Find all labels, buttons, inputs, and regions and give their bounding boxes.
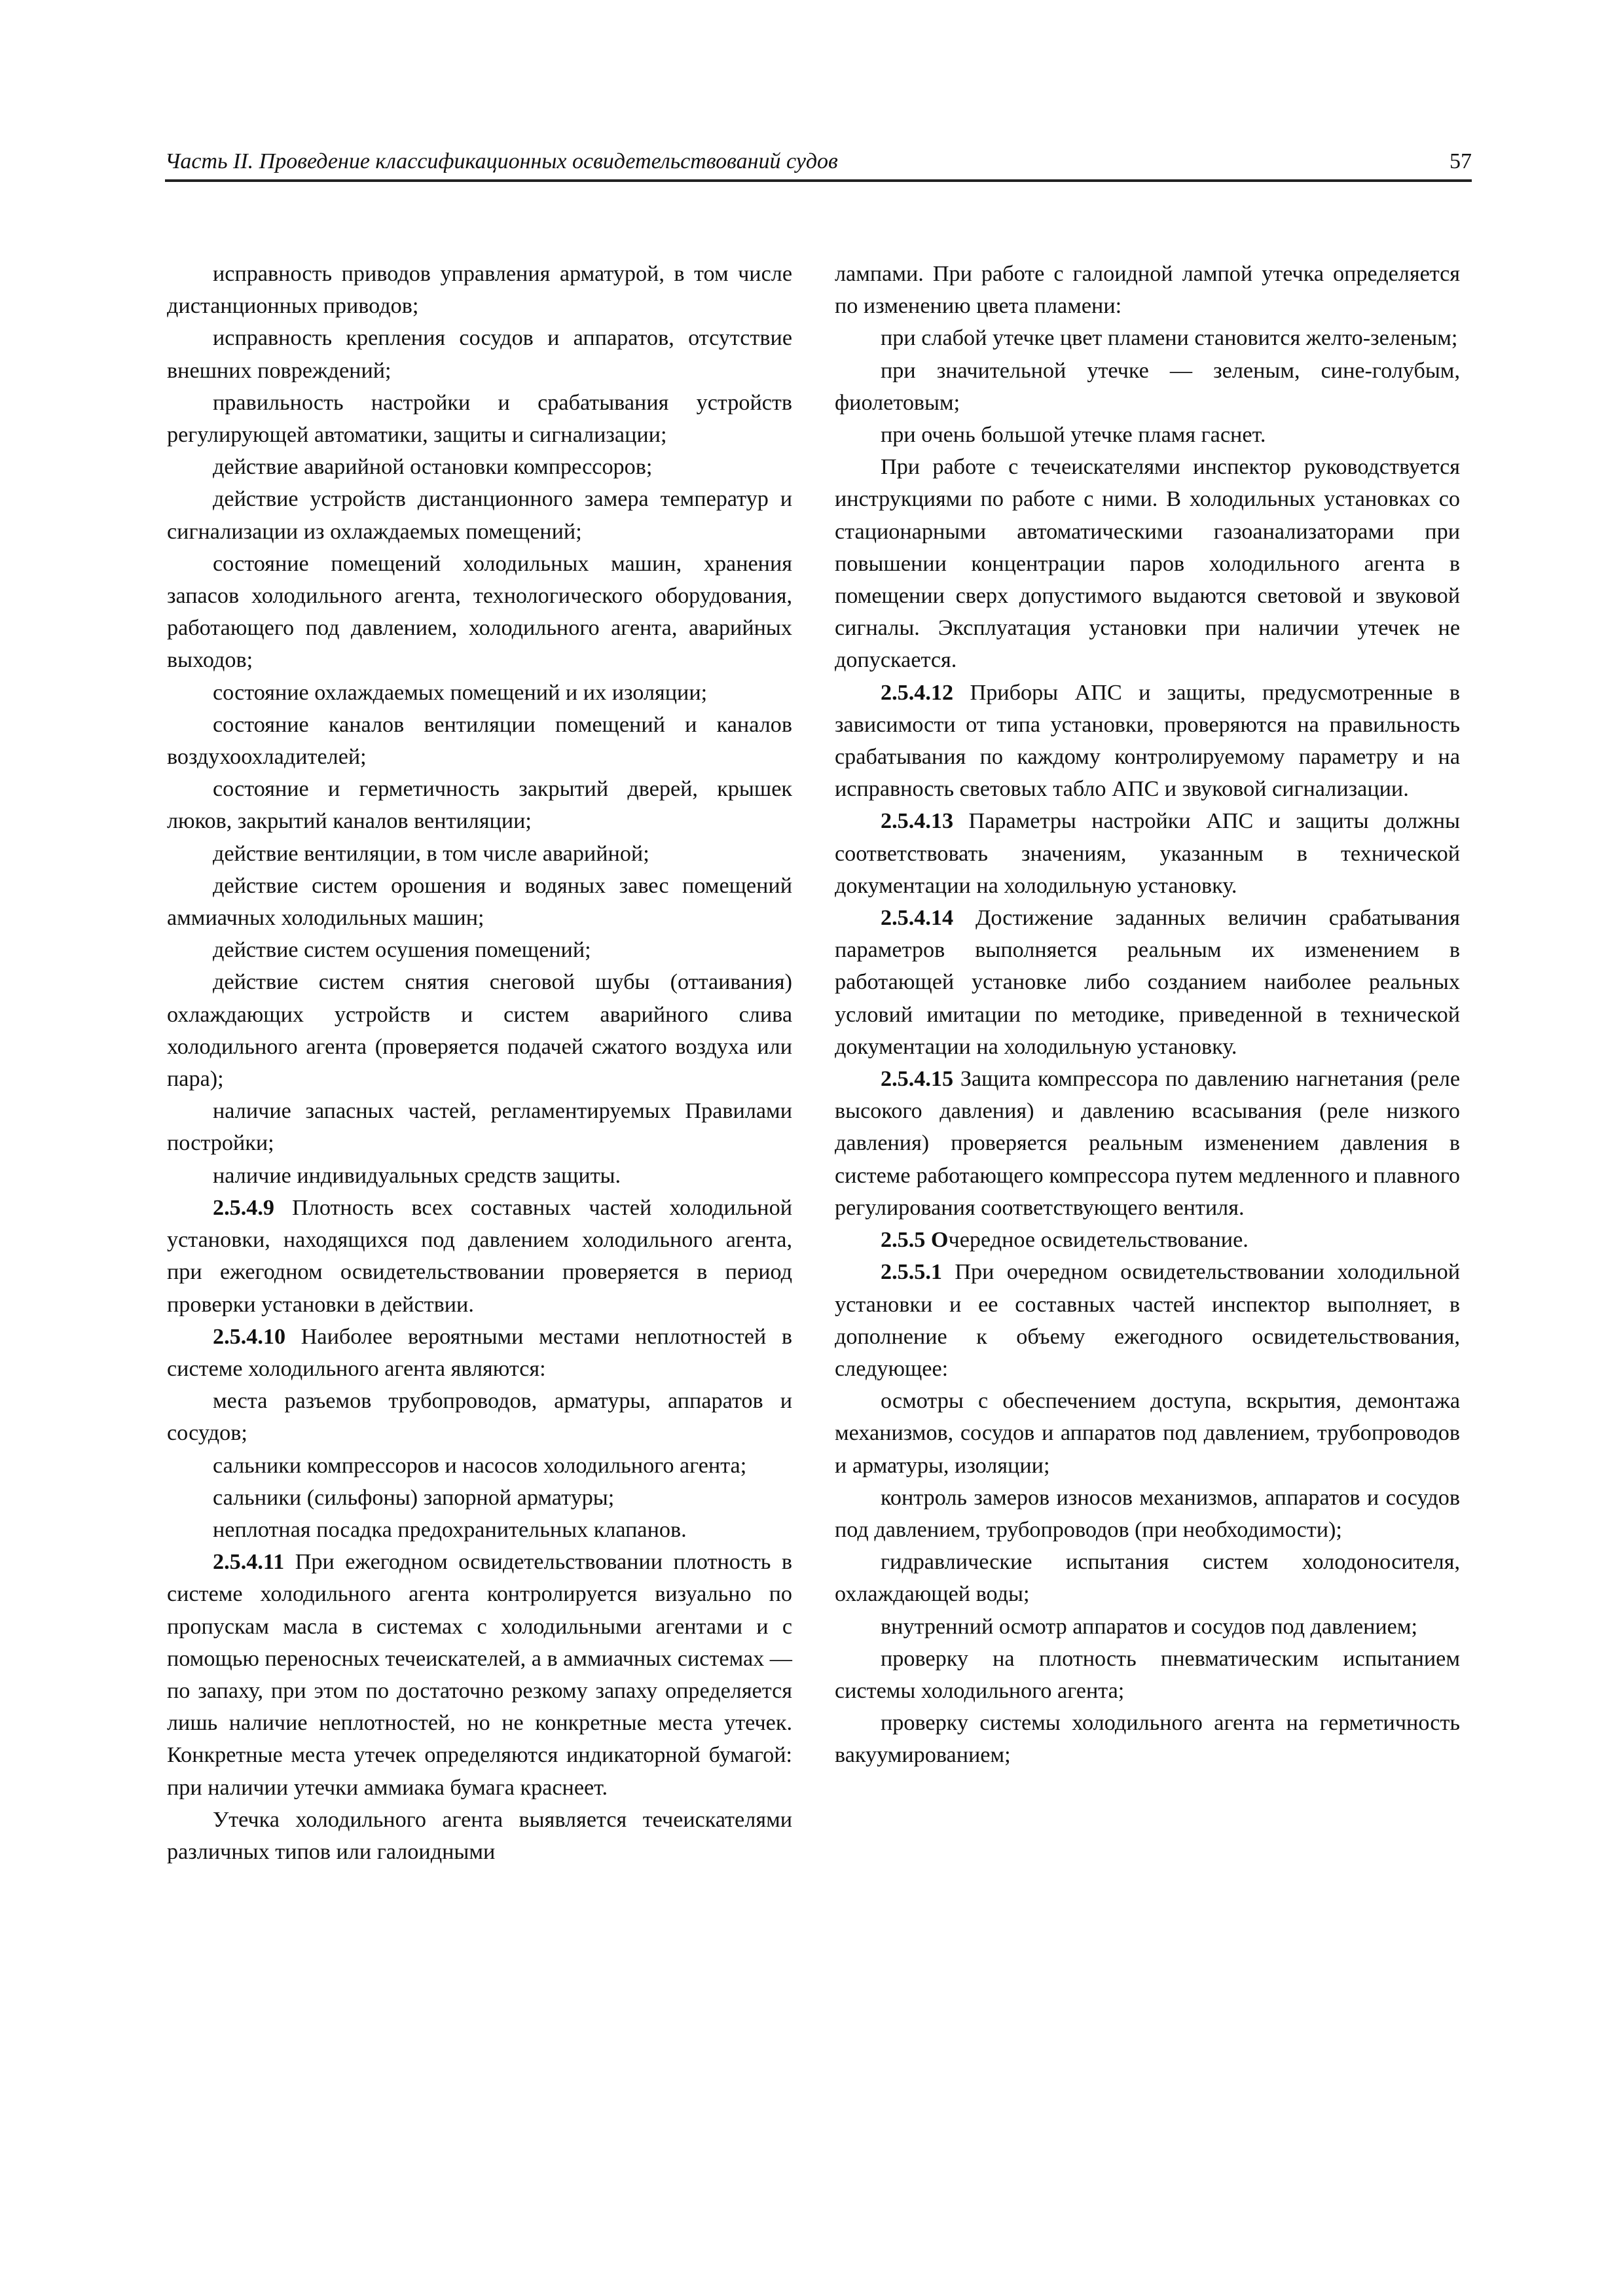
- paragraph-text: наличие индивидуальных средств защиты.: [213, 1163, 621, 1188]
- paragraph-text: при слабой утечке цвет пламени становится желто-зеленым;: [881, 326, 1458, 351]
- paragraph: [167, 966, 792, 1095]
- clause-number: 2.5.4.15: [881, 1067, 954, 1092]
- clause-number: 2.5.4.14: [881, 906, 954, 931]
- paragraph: [835, 1482, 1460, 1546]
- paragraph: [167, 1514, 792, 1546]
- paragraph-text: Наиболее вероятными местами неплотностей в системе холодильного агента являются:: [167, 1324, 792, 1381]
- paragraph: [167, 1385, 792, 1449]
- paragraph: [167, 1450, 792, 1482]
- paragraph-text: Утечка холодильного агента выявляется течеискателями различных типов или галоидными: [167, 1807, 792, 1864]
- paragraph-text: лампами. При работе с галоидной лампой утечка определяется по изменению цвета пламени:: [835, 262, 1460, 319]
- paragraph: [835, 1611, 1460, 1643]
- paragraph-text: действие устройств дистанционного замера температур и сигнализации из охлаждаемых помещений;: [167, 487, 792, 544]
- paragraph: [167, 1160, 792, 1192]
- paragraph: [835, 902, 1460, 1063]
- paragraph: [167, 258, 792, 322]
- clause-number: 2.5.5.1: [881, 1260, 943, 1285]
- paragraph-text: внутренний осмотр аппаратов и сосудов под давлением;: [881, 1614, 1417, 1639]
- paragraph-text: состояние каналов вентиляции помещений и каналов воздухоохладителей;: [167, 712, 792, 770]
- paragraph: [167, 1546, 792, 1804]
- paragraph: [167, 677, 792, 709]
- paragraph: [835, 322, 1460, 354]
- paragraph-text: места разъемов трубопроводов, арматуры, аппаратов и сосудов;: [167, 1389, 792, 1446]
- paragraph: [167, 451, 792, 483]
- paragraph-text: контроль замеров износов механизмов, аппаратов и сосудов под давлением, трубопроводов (при необходимости);: [835, 1485, 1460, 1542]
- clause-number: 2.5.4.11: [213, 1550, 285, 1575]
- clause-number: 2.5.4.12: [881, 680, 954, 705]
- paragraph-text: при очень большой утечке пламя гаснет.: [881, 423, 1266, 448]
- paragraph-text: действие систем снятия снеговой шубы (оттаивания) охлаждающих устройств и систем аварийного слива холодильного агента (проверяется подачей сжатого воздуха или пара);: [167, 970, 792, 1092]
- paragraph: [835, 677, 1460, 806]
- paragraph-text: чередное освидетельствование.: [948, 1228, 1249, 1253]
- paragraph: [167, 1804, 792, 1868]
- paragraph: [167, 322, 792, 386]
- paragraph-text: при значительной утечке — зеленым, сине-голубым, фиолетовым;: [835, 358, 1460, 415]
- paragraph: [167, 709, 792, 773]
- clause-number: 2.5.4.10: [213, 1324, 286, 1349]
- clause-number: 2.5.4.13: [881, 809, 954, 834]
- header-title: Часть II. Проведение классификационных освидетельствований судов: [165, 149, 838, 173]
- paragraph-text: состояние охлаждаемых помещений и их изоляции;: [213, 680, 708, 705]
- paragraph-text: При работе с течеискателями инспектор руководствуется инструкциями по работе с ними. В холодильных установках со стационарными автоматическими газоанализаторами при повышении концентрации паров холодильного агента в помещении сверх допустимого выдаются световой и звуковой сигналы. Эксплуатация установки при наличии утечек не допускается.: [835, 455, 1460, 673]
- paragraph-text: состояние и герметичность закрытий дверей, крышек люков, закрытий каналов вентиляции;: [167, 777, 792, 834]
- paragraph: [835, 1546, 1460, 1610]
- paragraph-text: действие систем осушения помещений;: [213, 938, 591, 963]
- paragraph: [167, 1321, 792, 1385]
- paragraph: [835, 1385, 1460, 1482]
- paragraph: [167, 1482, 792, 1514]
- paragraph-text: неплотная посадка предохранительных клапанов.: [213, 1517, 687, 1542]
- paragraph: [167, 483, 792, 547]
- paragraph-text: исправность крепления сосудов и аппаратов, отсутствие внешних повреждений;: [167, 326, 792, 383]
- paragraph: [835, 805, 1460, 902]
- paragraph-text: сальники (сильфоны) запорной арматуры;: [213, 1485, 615, 1510]
- paragraph: [167, 548, 792, 677]
- paragraph-text: гидравлические испытания систем холодоносителя, охлаждающей воды;: [835, 1550, 1460, 1607]
- paragraph: [167, 934, 792, 966]
- paragraph: [167, 387, 792, 451]
- paragraph-text: осмотры с обеспечением доступа, вскрытия, демонтажа механизмов, сосудов и аппаратов под давлением, трубопроводов и арматуры, изоляции;: [835, 1389, 1460, 1478]
- left-column: [167, 258, 792, 1868]
- paragraph: [167, 870, 792, 934]
- page-number: 57: [1450, 149, 1472, 173]
- paragraph: [167, 1192, 792, 1321]
- paragraph-text: действие систем орошения и водяных завес помещений аммиачных холодильных машин;: [167, 873, 792, 931]
- paragraph: [167, 773, 792, 837]
- running-header: [165, 145, 1472, 182]
- paragraph: [835, 1707, 1460, 1771]
- paragraph-text: правильность настройки и срабатывания устройств регулирующей автоматики, защиты и сигнализации;: [167, 390, 792, 448]
- paragraph: [835, 1256, 1460, 1385]
- paragraph-text: Плотность всех составных частей холодильной установки, находящихся под давлением холодильного агента, при ежегодном освидетельствовании проверяется в период проверки установки в действии.: [167, 1195, 792, 1317]
- clause-number: 2.5.5 О: [881, 1228, 949, 1253]
- paragraph: [167, 1095, 792, 1159]
- paragraph-text: действие вентиляции, в том числе аварийной;: [213, 841, 649, 866]
- paragraph-text: исправность приводов управления арматурой, в том числе дистанционных приводов;: [167, 262, 792, 319]
- paragraph-text: проверку системы холодильного агента на герметичность вакуумированием;: [835, 1711, 1460, 1768]
- paragraph-text: Достижение заданных величин срабатывания параметров выполняется реальным их изменением в работающей установке либо созданием наиболее реальных условий имитации по методике, приведенной в технической документации на холодильную установку.: [835, 906, 1460, 1059]
- paragraph-text: При ежегодном освидетельствовании плотность в системе холодильного агента контролируется визуально по пропускам масла в системах с холодильными агентами и с помощью переносных течеискателей, а в аммиачных системах — по запаху, при этом по достаточно резкому запаху определяется лишь наличие неплотностей, но не конкретные места утечек. Конкретные места утечек определяются индикаторной бумагой: при наличии утечки аммиака бумага краснеет.: [167, 1550, 792, 1800]
- paragraph: [167, 838, 792, 870]
- paragraph-text: действие аварийной остановки компрессоров;: [213, 455, 653, 480]
- paragraph: [835, 451, 1460, 676]
- paragraph: [835, 355, 1460, 419]
- paragraph: [835, 1063, 1460, 1224]
- paragraph: [835, 258, 1460, 322]
- paragraph-text: Защита компрессора по давлению нагнетания (реле высокого давления) и давлению всасывания (реле низкого давления) проверяется реальным изменением давления в системе работающего компрессора путем медленного и плавного регулирования соответствующего вентиля.: [835, 1067, 1460, 1220]
- clause-number: 2.5.4.9: [213, 1195, 275, 1220]
- paragraph-text: проверку на плотность пневматическим испытанием системы холодильного агента;: [835, 1646, 1460, 1703]
- paragraph-text: Приборы АПС и защиты, предусмотренные в зависимости от типа установки, проверяются на правильность срабатывания по каждому контролируемому параметру и на исправность световых табло АПС и звуковой сигнализации.: [835, 680, 1460, 802]
- paragraph: [835, 1224, 1460, 1256]
- paragraph: [835, 1643, 1460, 1707]
- paragraph-text: Параметры настройки АПС и защиты должны соответствовать значениям, указанным в технической документации на холодильную установку.: [835, 809, 1460, 898]
- paragraph: [835, 419, 1460, 451]
- paragraph-text: наличие запасных частей, регламентируемых Правилами постройки;: [167, 1099, 792, 1156]
- paragraph-text: состояние помещений холодильных машин, хранения запасов холодильного агента, технологического оборудования, работающего под давлением, холодильного агента, аварийных выходов;: [167, 551, 792, 673]
- paragraph-text: сальники компрессоров и насосов холодильного агента;: [213, 1453, 747, 1478]
- right-column: [835, 258, 1460, 1772]
- paragraph-text: При очередном освидетельствовании холодильной установки и ее составных частей инспектор выполняет, в дополнение к объему ежегодного освидетельствования, следующее:: [835, 1260, 1460, 1381]
